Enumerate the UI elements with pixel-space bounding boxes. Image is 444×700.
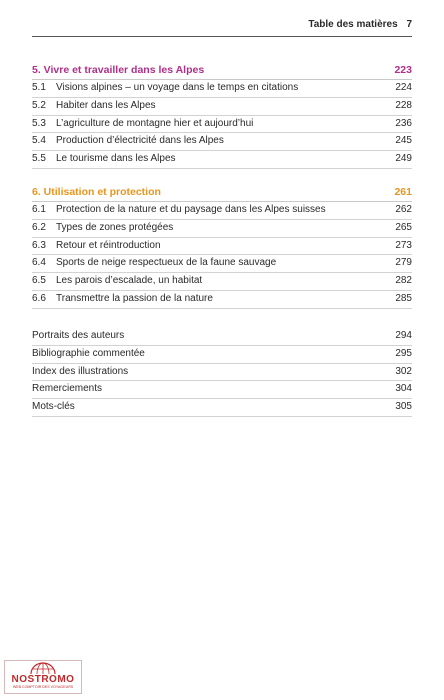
entry-label: Les parois d’escalade, un habitat — [56, 275, 203, 287]
toc-entry[interactable] — [32, 220, 412, 238]
entry-number: 6.2 — [32, 221, 46, 233]
entry-number: 6.4 — [32, 257, 46, 269]
toc-entry[interactable] — [32, 202, 412, 220]
running-header — [32, 18, 412, 37]
entry-label: L’agriculture de montagne hier et aujourd’hui — [56, 117, 254, 129]
entry-label: Le tourisme dans les Alpes — [56, 153, 176, 165]
entry-number: 5.4 — [32, 135, 46, 147]
header-title: Table des matières — [308, 19, 398, 30]
toc-entry[interactable] — [32, 116, 412, 134]
toc-entry[interactable] — [32, 399, 412, 417]
toc-section-6 — [32, 184, 412, 309]
entry-label: Retour et réintroduction — [56, 239, 161, 251]
entry-label: Habiter dans les Alpes — [56, 99, 156, 111]
entry-page: 249 — [395, 153, 412, 165]
entry-label: Sports de neige respectueux de la faune sauvage — [56, 257, 277, 269]
entry-label: Mots-clés — [32, 401, 75, 413]
toc-entry[interactable] — [32, 238, 412, 256]
entry-page: 282 — [395, 275, 412, 287]
section-heading[interactable] — [32, 184, 412, 202]
toc-entry[interactable] — [32, 273, 412, 291]
entry-page: 302 — [395, 365, 412, 377]
entry-number: 5.5 — [32, 153, 46, 165]
entry-page: 304 — [395, 383, 412, 395]
entry-number: 6.6 — [32, 292, 46, 304]
entry-label: Portraits des auteurs — [32, 330, 125, 341]
section-title: 6. Utilisation et protection — [32, 186, 161, 198]
entry-page: 273 — [395, 239, 412, 251]
entry-number: 5.1 — [32, 82, 46, 93]
entry-label: Types de zones protégées — [56, 221, 174, 233]
entry-page: 305 — [395, 401, 412, 413]
entry-page: 265 — [395, 221, 412, 233]
toc-entry[interactable] — [32, 80, 412, 98]
toc-entry[interactable] — [32, 328, 412, 346]
entry-number: 6.1 — [32, 204, 46, 215]
entry-page: 224 — [395, 82, 412, 93]
toc-entry[interactable] — [32, 151, 412, 169]
globe-icon — [28, 662, 58, 674]
toc-entry[interactable] — [32, 133, 412, 151]
section-heading[interactable] — [32, 62, 412, 80]
entry-number: 5.2 — [32, 99, 46, 111]
entry-label: Protection de la nature et du paysage dans les Alpes suisses — [56, 204, 326, 215]
toc-entry[interactable] — [32, 364, 412, 382]
section-title: 5. Vivre et travailler dans les Alpes — [32, 64, 205, 76]
entry-number: 6.5 — [32, 275, 46, 287]
entry-page: 294 — [395, 330, 412, 341]
entry-page: 262 — [395, 204, 412, 215]
toc-entry[interactable] — [32, 291, 412, 309]
entry-label: Visions alpines – un voyage dans le temps en citations — [56, 82, 299, 93]
entry-page: 279 — [395, 257, 412, 269]
toc-appendix — [32, 328, 412, 417]
toc-entry[interactable] — [32, 255, 412, 273]
watermark-tagline: WEB COMPTOIR DES VOYAGEURS — [12, 685, 74, 689]
toc-entry[interactable] — [32, 381, 412, 399]
section-page: 261 — [394, 186, 412, 198]
entry-page: 236 — [395, 117, 412, 129]
entry-label: Bibliographie commentée — [32, 347, 145, 359]
entry-number: 5.3 — [32, 117, 46, 129]
header-page-number: 7 — [406, 19, 412, 30]
entry-page: 285 — [395, 292, 412, 304]
entry-label: Remerciements — [32, 383, 103, 395]
nostromo-watermark — [4, 660, 82, 694]
entry-number: 6.3 — [32, 239, 46, 251]
toc-entry[interactable] — [32, 98, 412, 116]
entry-page: 228 — [395, 99, 412, 111]
entry-label: Production d’électricité dans les Alpes — [56, 135, 224, 147]
entry-label: Transmettre la passion de la nature — [56, 292, 213, 304]
toc-section-5 — [32, 62, 412, 169]
entry-page: 295 — [395, 347, 412, 359]
entry-page: 245 — [395, 135, 412, 147]
section-page: 223 — [394, 64, 412, 76]
watermark-brand: NOSTROMO — [11, 674, 75, 685]
entry-label: Index des illustrations — [32, 365, 129, 377]
toc-entry[interactable] — [32, 346, 412, 364]
